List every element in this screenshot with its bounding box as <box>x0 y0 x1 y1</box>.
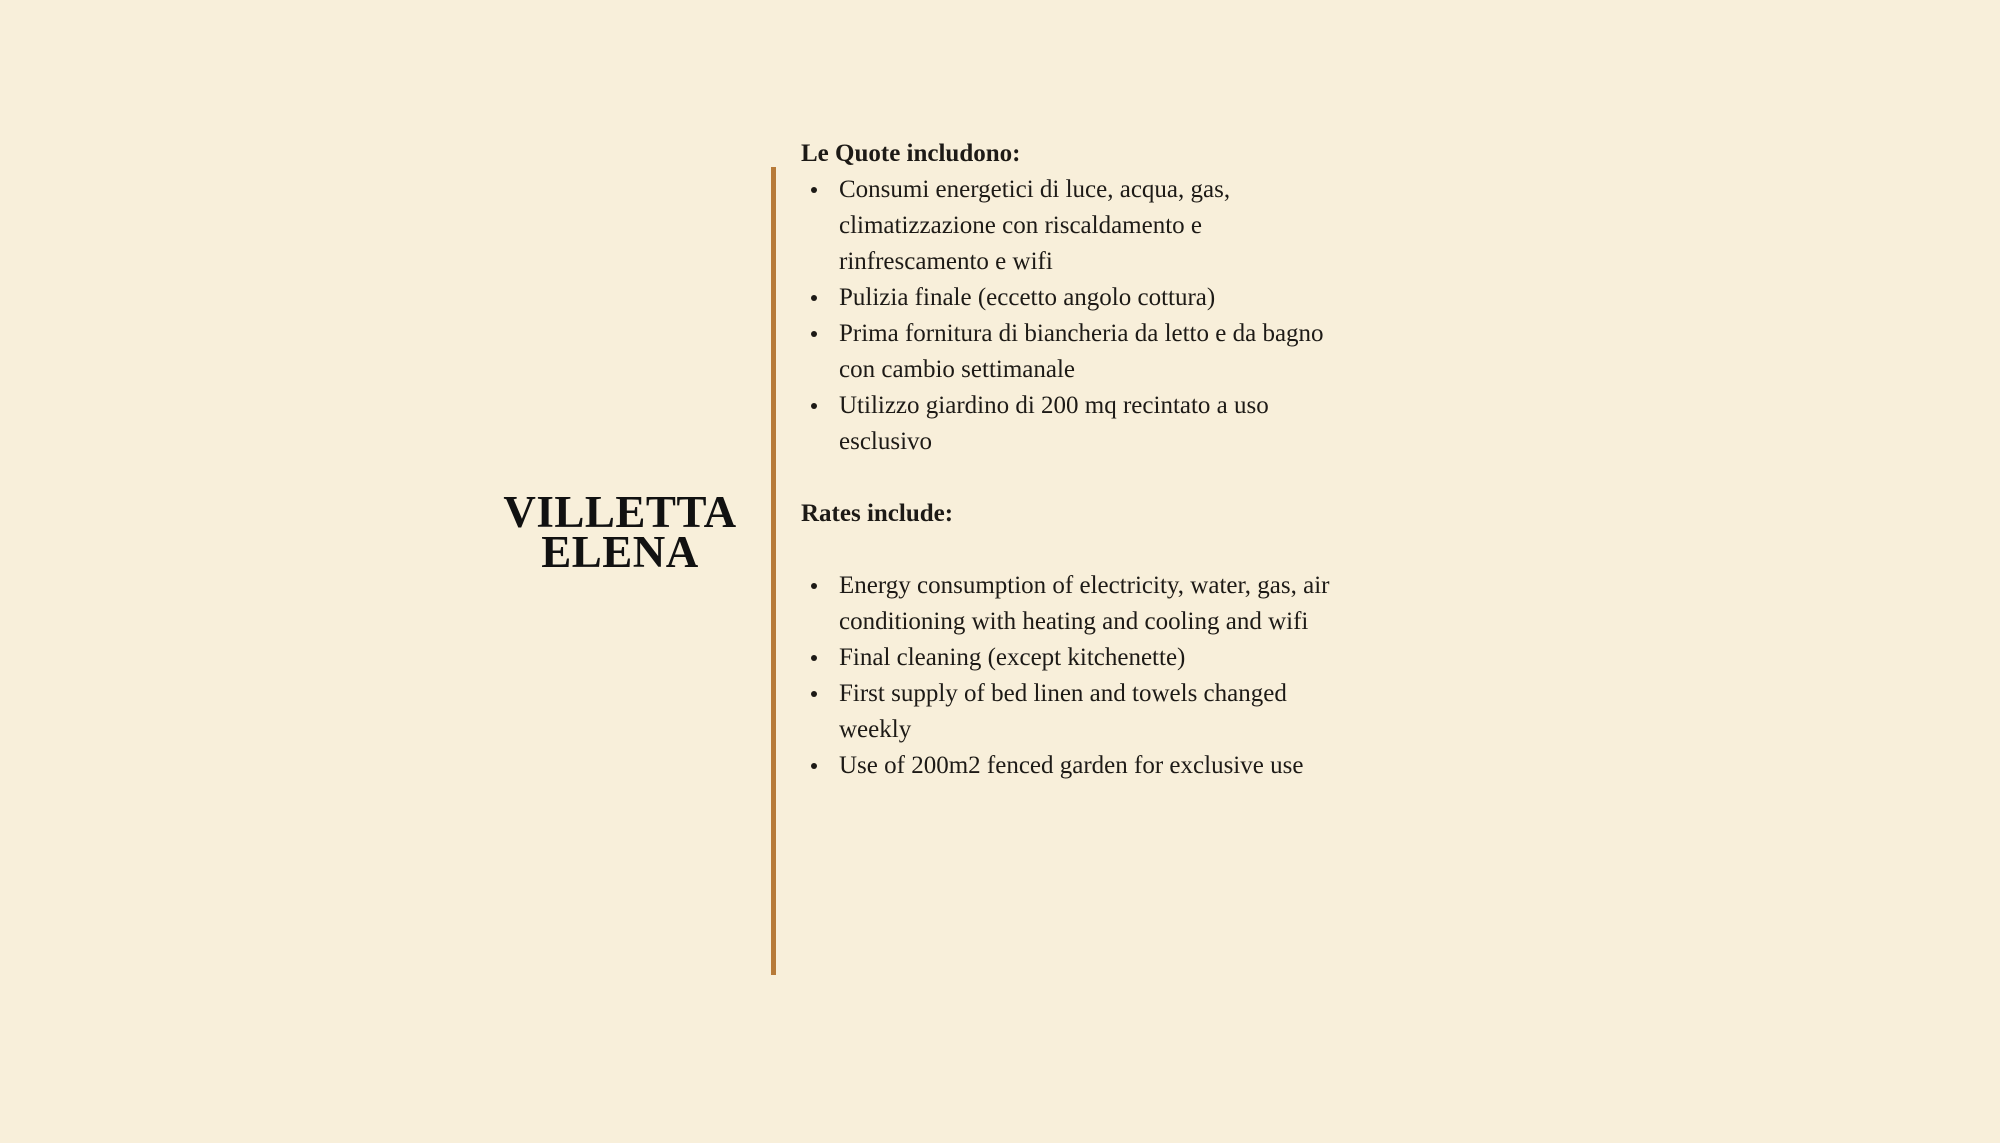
heading-spacer <box>801 532 1501 568</box>
italian-list <box>801 172 1501 460</box>
english-list <box>801 568 1501 784</box>
rates-content <box>801 136 1501 784</box>
list-item-text: Utilizzo giardino di 200 mq recintato a uso esclusivo <box>839 392 1269 455</box>
bullet-icon <box>811 187 817 193</box>
bullet-icon <box>811 691 817 697</box>
list-item-text: First supply of bed linen and towels changed weekly <box>839 680 1287 743</box>
english-heading: Rates include: <box>801 500 954 527</box>
italian-heading: Le Quote includono: <box>801 140 1021 167</box>
section-spacer <box>801 460 1501 496</box>
title-line-2: ELENA <box>541 527 699 577</box>
list-item <box>801 640 1501 676</box>
bullet-icon <box>811 763 817 769</box>
bullet-icon <box>811 295 817 301</box>
list-item <box>801 316 1501 388</box>
vertical-divider <box>771 167 776 975</box>
list-item <box>801 748 1501 784</box>
bullet-icon <box>811 331 817 337</box>
list-item <box>801 280 1501 316</box>
bullet-icon <box>811 403 817 409</box>
list-item-text: Use of 200m2 fenced garden for exclusive use <box>839 752 1304 779</box>
list-item-text: Final cleaning (except kitchenette) <box>839 644 1186 671</box>
list-item-text: Energy consumption of electricity, water, gas, air conditioning with heating and cooling and wifi <box>839 572 1330 635</box>
list-item-text: Pulizia finale (eccetto angolo cottura) <box>839 284 1216 311</box>
list-item-text: Prima fornitura di biancheria da letto e da bagno con cambio settimanale <box>839 320 1324 383</box>
title-line-1: VILLETTA <box>503 487 737 537</box>
list-item <box>801 676 1501 748</box>
list-item <box>801 388 1501 460</box>
bullet-icon <box>811 655 817 661</box>
list-item <box>801 568 1501 640</box>
list-item <box>801 172 1501 280</box>
list-item-text: Consumi energetici di luce, acqua, gas, climatizzazione con riscaldamento e rinfrescamento e wifi <box>839 176 1231 275</box>
page-title <box>470 487 770 577</box>
bullet-icon <box>811 583 817 589</box>
